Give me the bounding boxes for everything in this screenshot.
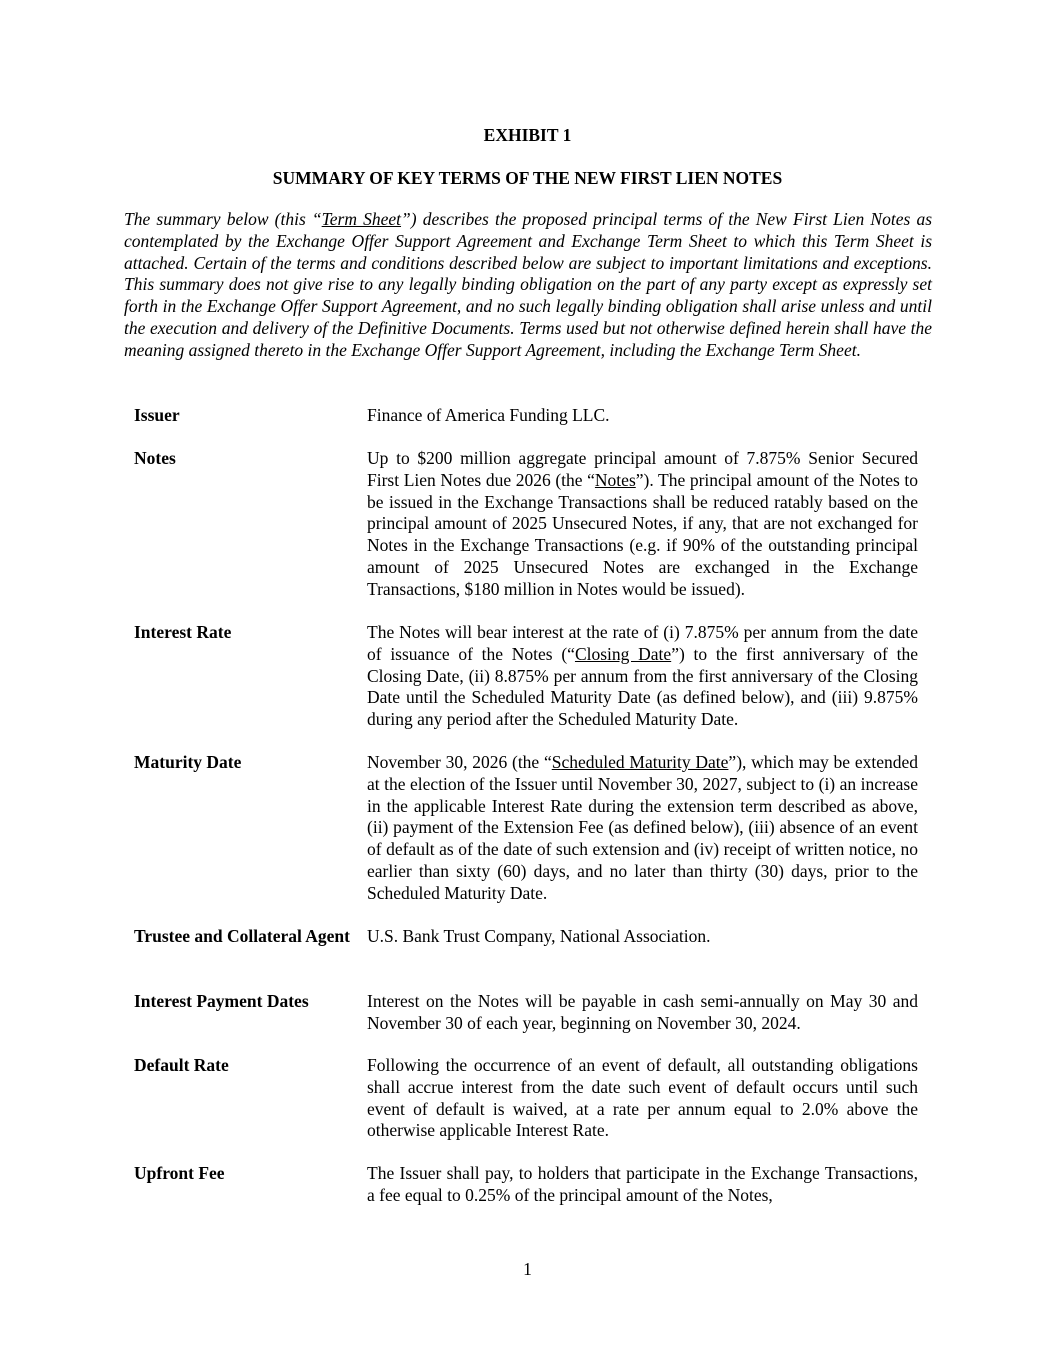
interest-rate-text-end: ”) to the first anniversary of the Closing Date, (ii) 8.875% per annum from the first anniversary of the Closing Date until the Scheduled Maturity Date (as defined below), and (iii) 9.875% during any period after the Scheduled Maturity Date. [367,643,918,730]
term-label-trustee: Trustee and Collateral Agent [134,926,350,946]
term-value-notes [367,448,918,622]
document-title: SUMMARY OF KEY TERMS OF THE NEW FIRST LIEN NOTES [272,168,783,188]
term-label-default-rate: Default Rate [134,1055,229,1075]
term-row-issuer [134,405,918,448]
term-label-interest-payment-dates: Interest Payment Dates [134,991,309,1011]
term-row-default-rate [134,1055,918,1163]
term-row-upfront-fee [134,1163,918,1207]
maturity-date-text-start: November 30, 2026 (the “ [367,752,552,772]
term-value-maturity-date [367,752,918,926]
term-value-upfront-fee: The Issuer shall pay, to holders that participate in the Exchange Transactions, a fee equal to 0.25% of the principal amount of the Notes, [367,1163,918,1205]
term-label-issuer: Issuer [134,405,180,425]
notes-text-start: Up to $200 million aggregate principal amount of 7.875% Senior Secured First Lien Notes due 2026 (the “ [367,448,918,490]
exhibit-title: EXHIBIT 1 [483,125,572,145]
defined-term-closing-date: Closing Date [574,643,672,664]
defined-term-term-sheet: Term Sheet [321,209,402,229]
term-row-maturity-date [134,752,918,926]
term-label-notes: Notes [134,448,176,468]
intro-text-start: The summary below (this “ [124,209,322,229]
intro-text-end: ”) describes the proposed principal terms of the New First Lien Notes as contemplated by the Exchange Offer Support Agreement and Exchange Term Sheet to which this Term Sheet is attached. Certain of the terms and conditions described below are subject to important limitations and exceptions. This summary does not give rise to any legally binding obligation on the part of any party except as expressly set forth in the Exchange Offer Support Agreement, and no such legally binding obligation shall arise unless and until the execution and delivery of the Definitive Documents. Terms used but not otherwise defined herein shall have the meaning assigned thereto in the Exchange Offer Support Agreement, including the Exchange Term Sheet. [124,209,932,360]
term-value-default-rate: Following the occurrence of an event of default, all outstanding obligations shall accrue interest from the date such event of default occurs until such event of default is waived, at a rate per annum equal to 2.0% above the otherwise applicable Interest Rate. [367,1055,918,1141]
term-row-interest-payment-dates [134,991,918,1055]
defined-term-scheduled-maturity-date: Scheduled Maturity Date [551,752,729,772]
term-label-maturity-date: Maturity Date [134,752,242,772]
term-row-interest-rate [134,622,918,752]
term-value-interest-payment-dates: Interest on the Notes will be payable in cash semi-annually on May 30 and November 30 of each year, beginning on November 30, 2024. [367,991,918,1033]
term-value-interest-rate [367,622,918,752]
defined-term-notes: Notes [594,469,636,490]
term-label-upfront-fee: Upfront Fee [134,1163,225,1183]
term-row-trustee [134,926,918,991]
term-value-issuer: Finance of America Funding LLC. [367,405,610,425]
key-terms-table [134,405,918,1207]
page-number: 1 [523,1259,532,1279]
interest-rate-text-start: The Notes will bear interest at the rate of (i) 7.875% per annum from the date of issuance of the Notes (“ [367,622,918,664]
intro-paragraph [124,209,932,362]
maturity-date-text-end: ”), which may be extended at the election of the Issuer until November 30, 2027, subject to (i) an increase in the applicable Interest Rate during the extension term described as above, (ii) payment of the Extension Fee (as defined below), (iii) absence of an event of default as of the date of such extension and (iv) receipt of written notice, no earlier than sixty (60) days, and no later than thirty (30) days, prior to the Scheduled Maturity Date. [367,752,918,903]
notes-text-end: ”). The principal amount of the Notes to be issued in the Exchange Transactions shall be reduced ratably based on the principal amount of 2025 Unsecured Notes, if any, that are not exchanged for Notes in the Exchange Transactions (e.g. if 90% of the outstanding principal amount of 2025 Unsecured Notes are exchanged in the Exchange Transactions, $180 million in Notes would be issued). [367,469,918,599]
term-label-interest-rate: Interest Rate [134,622,232,642]
term-row-notes [134,448,918,622]
term-value-trustee: U.S. Bank Trust Company, National Association. [367,926,711,946]
